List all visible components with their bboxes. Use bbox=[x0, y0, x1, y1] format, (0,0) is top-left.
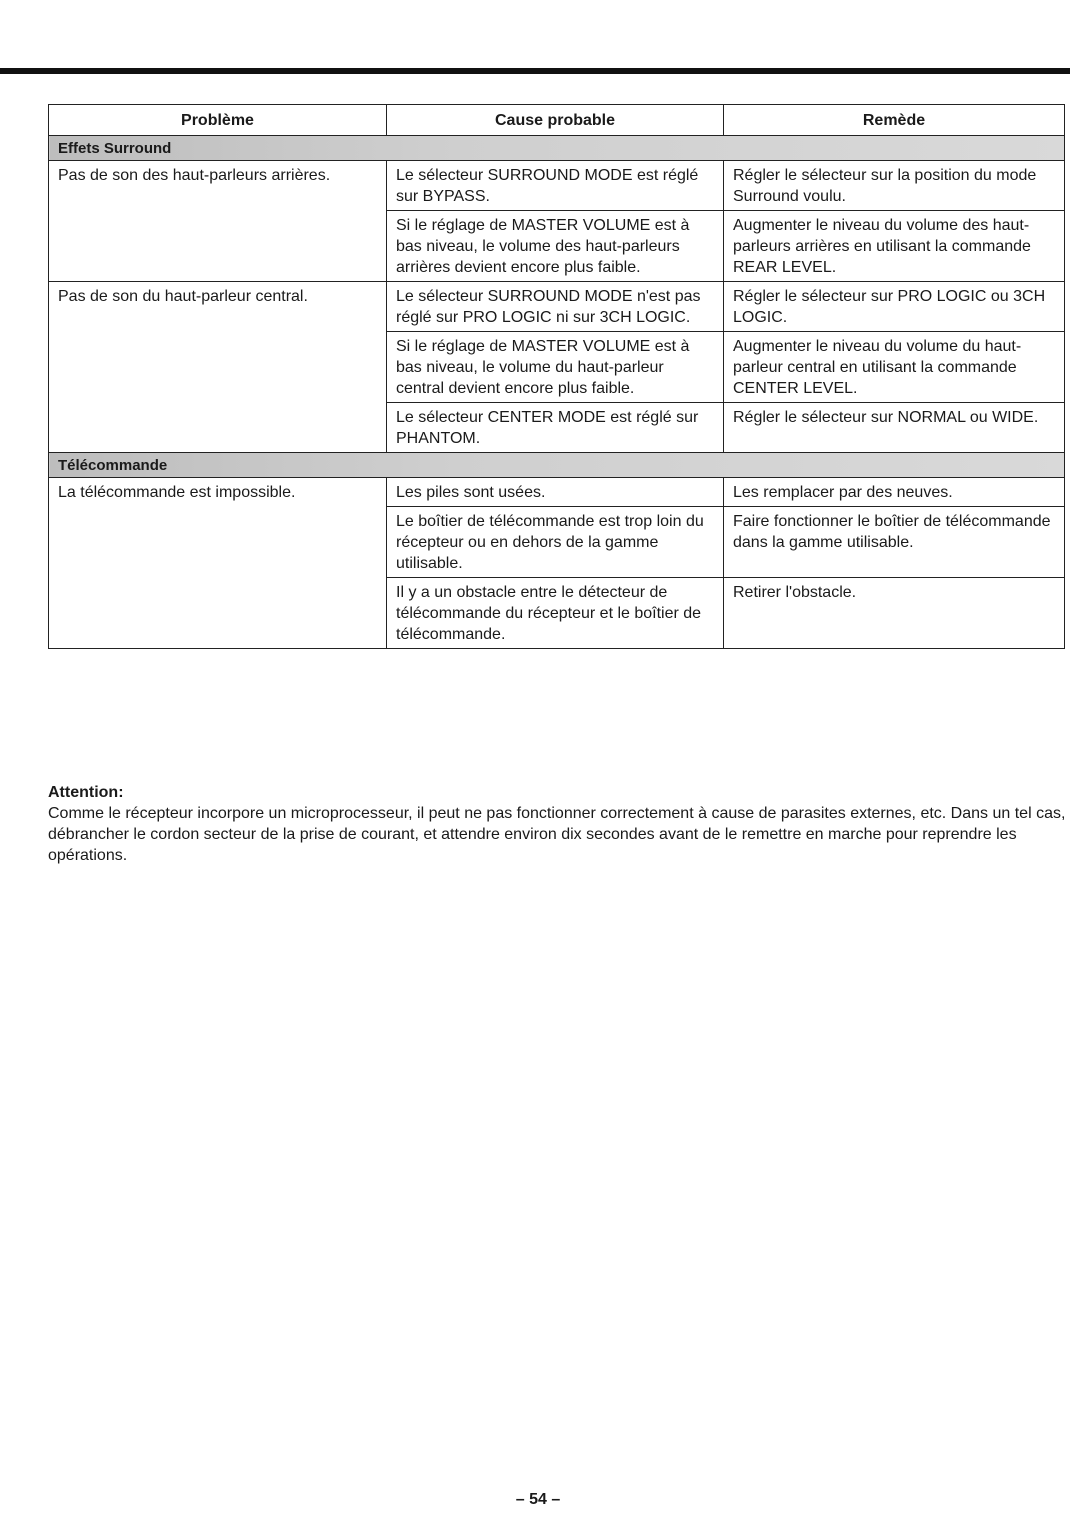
table-row bbox=[49, 478, 1065, 507]
problem-cell: Pas de son du haut-parleur central. bbox=[49, 282, 387, 453]
remedy-cell: Régler le sélecteur sur PRO LOGIC ou 3CH LOGIC. bbox=[724, 282, 1065, 332]
cause-cell: Si le réglage de MASTER VOLUME est à bas niveau, le volume du haut-parleur central devient encore plus faible. bbox=[387, 332, 724, 403]
cause-cell: Il y a un obstacle entre le détecteur de télécommande du récepteur et le boîtier de télécommande. bbox=[387, 578, 724, 649]
note-title: Attention: bbox=[48, 784, 124, 801]
cause-cell: Le sélecteur SURROUND MODE n'est pas réglé sur PRO LOGIC ni sur 3CH LOGIC. bbox=[387, 282, 724, 332]
page-number: – 54 – bbox=[515, 1491, 561, 1508]
table-header-row bbox=[49, 105, 1065, 136]
cause-cell: Les piles sont usées. bbox=[387, 478, 724, 507]
remedy-cell: Augmenter le niveau du volume des haut-parleurs arrières en utilisant la commande REAR LEVEL. bbox=[724, 211, 1065, 282]
remedy-cell: Régler le sélecteur sur NORMAL ou WIDE. bbox=[724, 403, 1065, 453]
table-row bbox=[49, 282, 1065, 332]
remedy-cell: Augmenter le niveau du volume du haut-parleur central en utilisant la commande CENTER LEVEL. bbox=[724, 332, 1065, 403]
header-cause: Cause probable bbox=[387, 105, 724, 136]
table-row bbox=[49, 161, 1065, 211]
problem-cell: Pas de son des haut-parleurs arrières. bbox=[49, 161, 387, 282]
cause-cell: Le boîtier de télécommande est trop loin du récepteur ou en dehors de la gamme utilisable. bbox=[387, 507, 724, 578]
remedy-cell: Régler le sélecteur sur la position du mode Surround voulu. bbox=[724, 161, 1065, 211]
cause-cell: Le sélecteur CENTER MODE est réglé sur PHANTOM. bbox=[387, 403, 724, 453]
remedy-cell: Les remplacer par des neuves. bbox=[724, 478, 1065, 507]
remedy-cell: Retirer l'obstacle. bbox=[724, 578, 1065, 649]
remedy-cell: Faire fonctionner le boîtier de télécommande dans la gamme utilisable. bbox=[724, 507, 1065, 578]
attention-note bbox=[48, 782, 1068, 866]
header-probleme: Problème bbox=[49, 105, 387, 136]
troubleshooting-table bbox=[48, 104, 1065, 649]
header-remede: Remède bbox=[724, 105, 1065, 136]
section-row-surround bbox=[49, 136, 1065, 161]
section-title: Effets Surround bbox=[49, 136, 1065, 161]
section-title: Télécommande bbox=[49, 453, 1065, 478]
cause-cell: Le sélecteur SURROUND MODE est réglé sur BYPASS. bbox=[387, 161, 724, 211]
note-text: Comme le récepteur incorpore un microprocesseur, il peut ne pas fonctionner correctement à cause de parasites externes, etc. Dans un tel cas, débrancher le cordon secteur de la prise de courant, et attendre environ dix secondes avant de le remettre en marche pour reprendre les opérations. bbox=[48, 805, 1066, 864]
problem-cell: La télécommande est impossible. bbox=[49, 478, 387, 649]
section-row-telecommande bbox=[49, 453, 1065, 478]
cause-cell: Si le réglage de MASTER VOLUME est à bas niveau, le volume des haut-parleurs arrières devient encore plus faible. bbox=[387, 211, 724, 282]
top-rule bbox=[0, 68, 1070, 74]
